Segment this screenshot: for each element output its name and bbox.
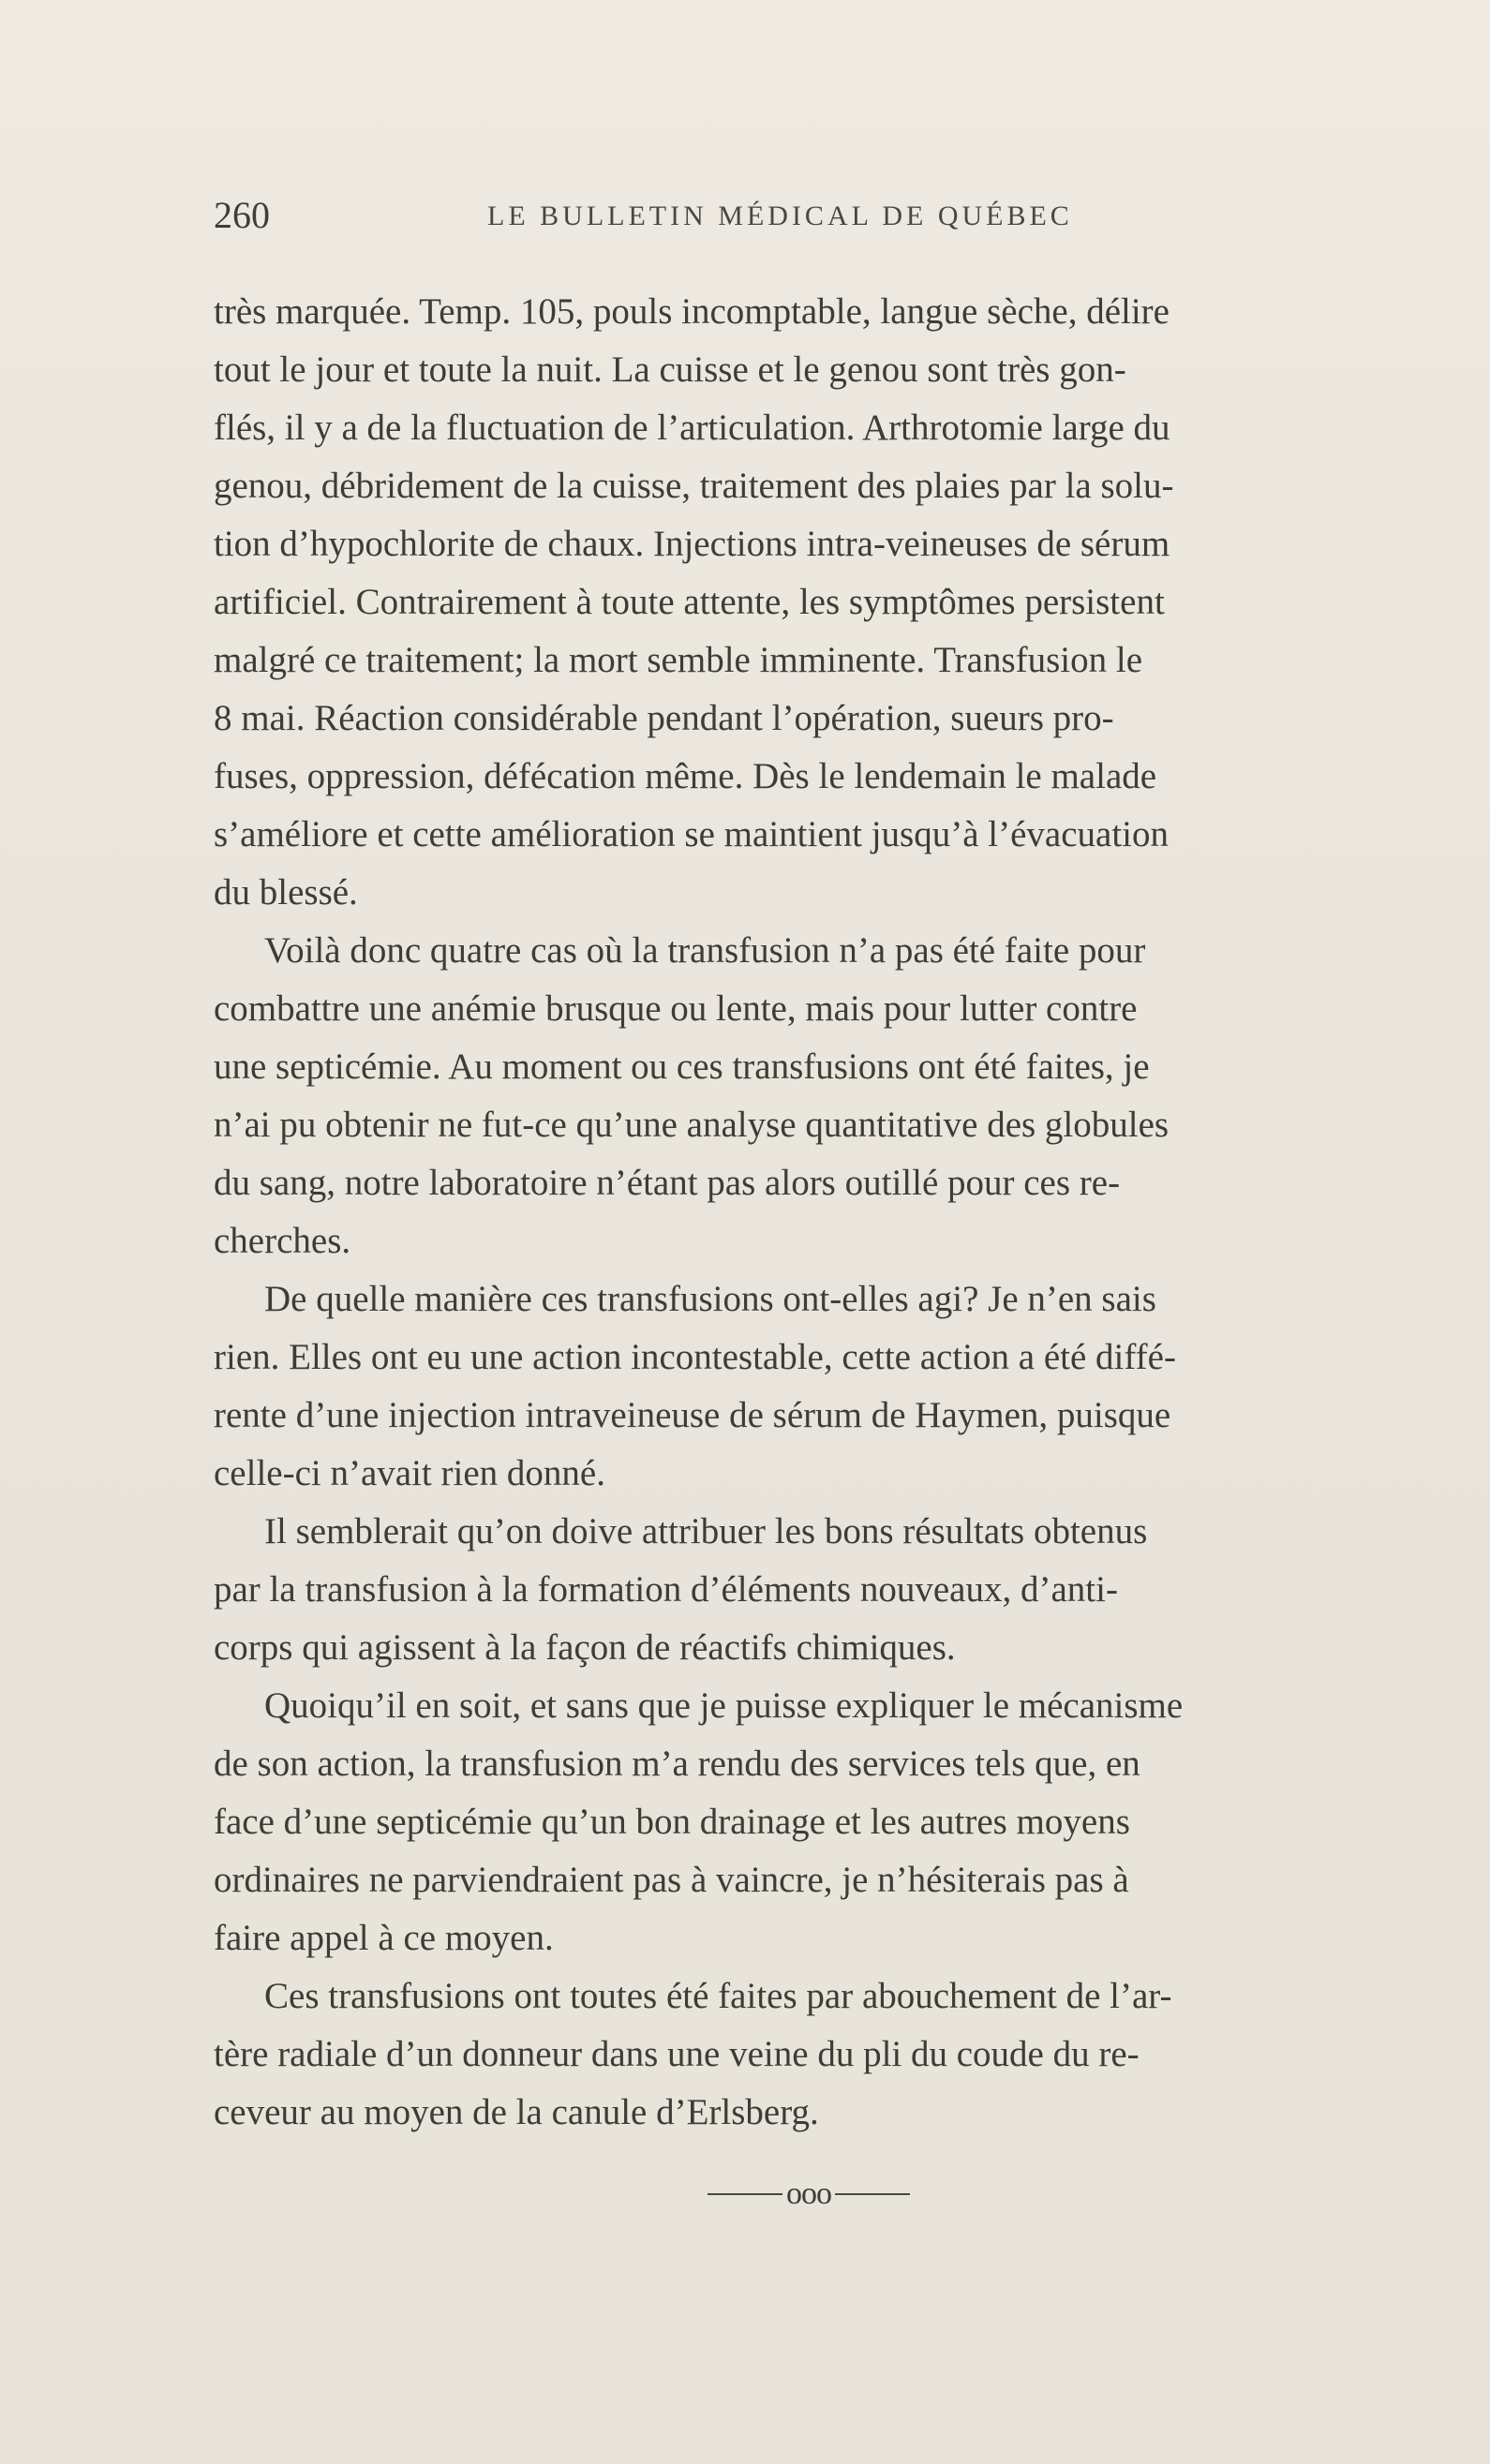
text-line: rien. Elles ont eu une action incontestable, cette action a été diffé- [214, 1337, 1176, 1377]
text-line: cherches. [214, 1221, 351, 1261]
text-line: faire appel à ce moyen. [214, 1918, 554, 1958]
text-line: tion d’hypochlorite de chaux. Injections intra-veineuses de sérum [214, 524, 1170, 564]
running-header [214, 187, 1155, 247]
text-line: du sang, notre laboratoire n’étant pas alors outillé pour ces re- [214, 1163, 1121, 1203]
text-line: fuses, oppression, défécation même. Dès le lendemain le malade [214, 756, 1157, 796]
text-line: Il semblerait qu’on doive attribuer les bons résultats obtenus [264, 1511, 1148, 1551]
text-line: rente d’une injection intraveineuse de sérum de Haymen, puisque [214, 1395, 1171, 1435]
text-line: par la transfusion à la formation d’éléments nouveaux, d’anti- [214, 1569, 1118, 1610]
text-line: 8 mai. Réaction considérable pendant l’opération, sueurs pro- [214, 698, 1114, 738]
text-line: n’ai pu obtenir ne fut-ce qu’une analyse quantitative des globules [214, 1105, 1170, 1145]
text-line: du blessé. [214, 872, 358, 913]
text-line: combattre une anémie brusque ou lente, mais pour lutter contre [214, 988, 1138, 1029]
text-line: artificiel. Contrairement à toute attente, les symptômes persistent [214, 582, 1165, 622]
text-line: corps qui agissent à la façon de réactifs chimiques. [214, 1627, 956, 1668]
text-line: ceveur au moyen de la canule d’Erlsberg. [214, 2092, 819, 2132]
text-line: Ces transfusions ont toutes été faites par abouchement de l’ar- [264, 1976, 1172, 2016]
body-text [214, 283, 1404, 2142]
page-number: 260 [214, 194, 270, 236]
text-line: De quelle manière ces transfusions ont-elles agi? Je n’en sais [264, 1279, 1156, 1319]
text-line: flés, il y a de la fluctuation de l’articulation. Arthrotomie large du [214, 408, 1170, 448]
ornament-rule-right [835, 2193, 910, 2195]
text-line: s’améliore et cette amélioration se maintient jusqu’à l’évacuation [214, 814, 1170, 854]
text-line: Voilà donc quatre cas où la transfusion n’a pas été faite pour [264, 930, 1146, 971]
text-line: face d’une septicémie qu’un bon drainage et les autres moyens [214, 1802, 1130, 1842]
ornament-rule-left [708, 2193, 782, 2195]
text-line: Quoiqu’il en soit, et sans que je puisse expliquer le mécanisme [264, 1685, 1184, 1726]
text-line: celle-ci n’avait rien donné. [214, 1453, 605, 1493]
text-line: de son action, la transfusion m’a rendu des services tels que, en [214, 1744, 1140, 1784]
ornament-glyph: ooo [786, 2176, 831, 2211]
text-line: genou, débridement de la cuisse, traitement des plaies par la solu- [214, 466, 1174, 506]
section-end-ornament [692, 2175, 926, 2213]
text-line: très marquée. Temp. 105, pouls incomptable, langue sèche, délire [214, 291, 1170, 332]
text-line: tout le jour et toute la nuit. La cuisse et le genou sont très gon- [214, 349, 1126, 390]
journal-title: LE BULLETIN MÉDICAL DE QUÉBEC [487, 200, 1073, 231]
text-line: une septicémie. Au moment ou ces transfusions ont été faites, je [214, 1046, 1150, 1087]
text-line: ordinaires ne parviendraient pas à vaincre, je n’hésiterais pas à [214, 1860, 1129, 1900]
text-line: tère radiale d’un donneur dans une veine du pli du coude du re- [214, 2034, 1140, 2074]
text-line: malgré ce traitement; la mort semble imminente. Transfusion le [214, 640, 1143, 680]
